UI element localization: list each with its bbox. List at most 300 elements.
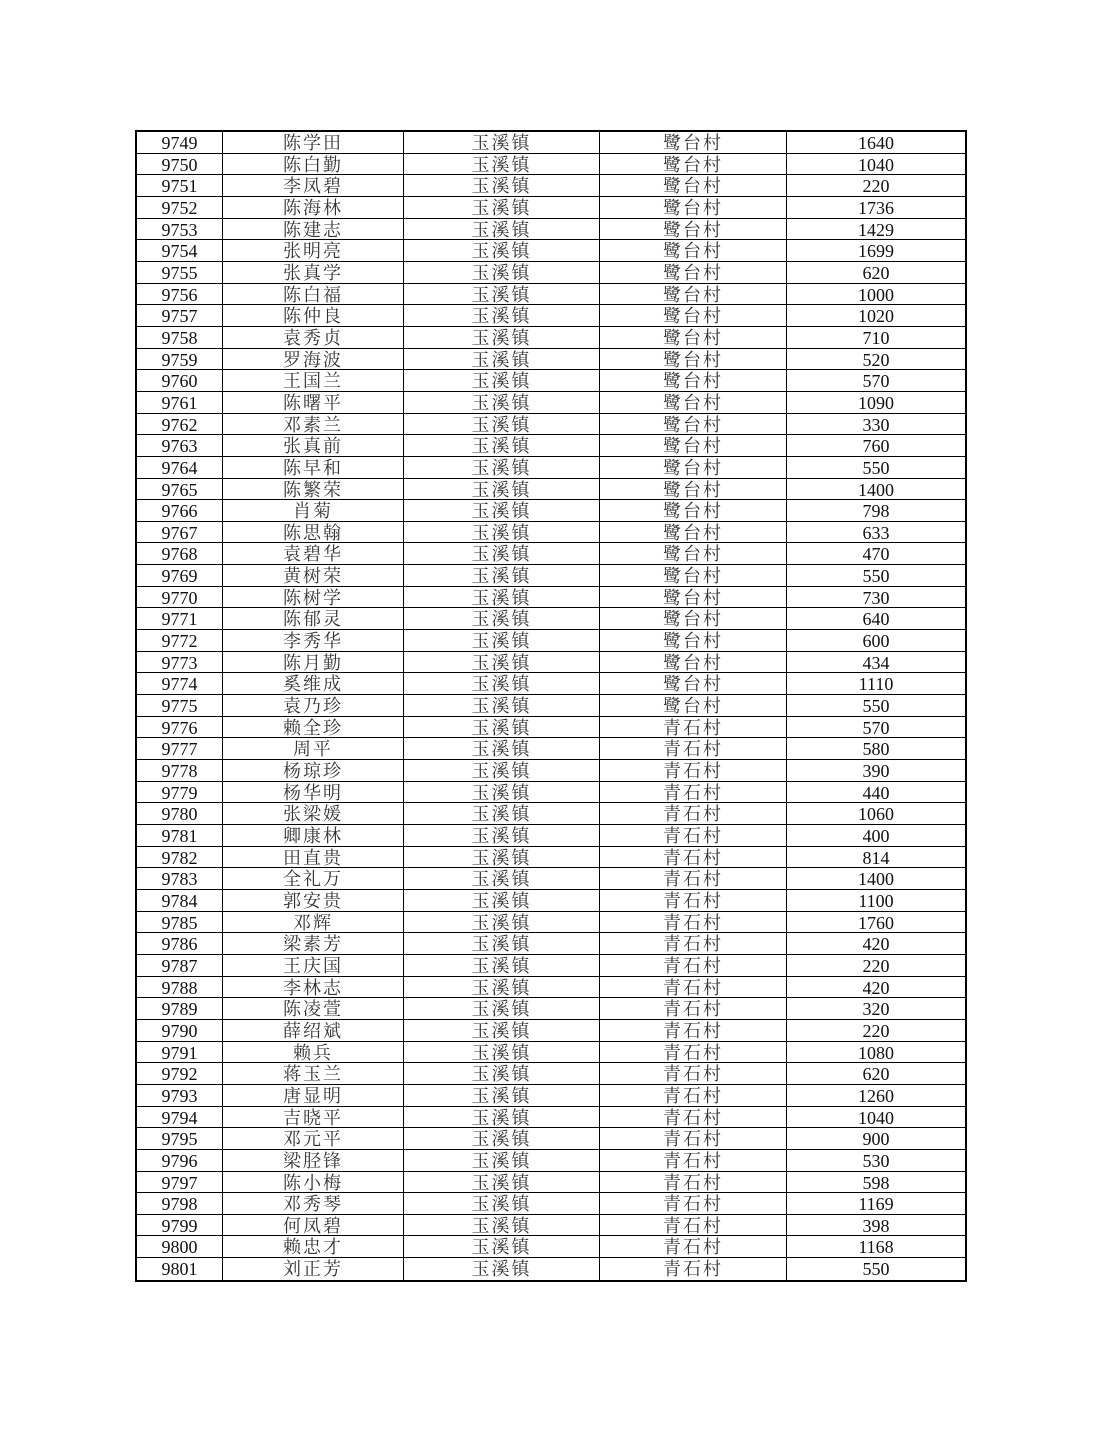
cell-village: 鹭台村 xyxy=(600,305,787,326)
cell-amount: 1760 xyxy=(858,912,894,933)
cell-name: 薛绍斌 xyxy=(223,1020,404,1041)
cell-village: 青石村 xyxy=(600,1150,787,1171)
cell-amount: 1090 xyxy=(858,392,894,413)
cell-village: 青石村 xyxy=(600,1128,787,1149)
cell-name: 邓素兰 xyxy=(223,414,404,435)
cell-name: 张真学 xyxy=(223,262,404,283)
cell-amount: 1400 xyxy=(858,869,894,889)
cell-amount: 598 xyxy=(862,1172,890,1193)
cell-amount: 1168 xyxy=(858,1237,894,1258)
cell-town: 玉溪镇 xyxy=(404,673,600,694)
table-row xyxy=(137,1128,965,1150)
cell-town: 玉溪镇 xyxy=(404,305,600,326)
cell-amount: 1429 xyxy=(858,219,894,240)
cell-amount: 1020 xyxy=(858,306,894,326)
cell-village: 鹭台村 xyxy=(600,608,787,629)
cell-village: 鹭台村 xyxy=(600,630,787,651)
cell-village: 青石村 xyxy=(600,933,787,954)
table-row xyxy=(137,890,965,912)
table-row xyxy=(137,154,965,176)
cell-id: 9781 xyxy=(137,825,223,846)
table-row xyxy=(137,630,965,652)
cell-town: 玉溪镇 xyxy=(404,435,600,456)
cell-name: 陈学田 xyxy=(223,132,404,153)
cell-town: 玉溪镇 xyxy=(404,197,600,218)
cell-amount: 570 xyxy=(862,717,890,738)
cell-name: 陈海林 xyxy=(223,197,404,218)
cell-village: 青石村 xyxy=(600,868,787,889)
cell-amount: 220 xyxy=(862,176,890,196)
table-row xyxy=(137,1215,965,1237)
cell-name: 陈建志 xyxy=(223,219,404,240)
cell-id: 9753 xyxy=(137,219,223,240)
cell-village: 鹭台村 xyxy=(600,392,787,413)
table-row xyxy=(137,349,965,371)
table-row xyxy=(137,1020,965,1042)
cell-id: 9774 xyxy=(137,673,223,694)
cell-id: 9759 xyxy=(137,349,223,370)
cell-town: 玉溪镇 xyxy=(404,327,600,348)
table-row xyxy=(137,825,965,847)
cell-name: 陈思翰 xyxy=(223,522,404,543)
cell-town: 玉溪镇 xyxy=(404,370,600,391)
cell-village: 鹭台村 xyxy=(600,587,787,608)
cell-name: 郭安贵 xyxy=(223,890,404,911)
cell-town: 玉溪镇 xyxy=(404,1020,600,1041)
table-row xyxy=(137,673,965,695)
cell-amount: 470 xyxy=(862,544,890,565)
cell-name: 梁素芳 xyxy=(223,933,404,954)
cell-village: 青石村 xyxy=(600,1107,787,1128)
cell-amount: 1000 xyxy=(858,284,894,305)
cell-name: 王国兰 xyxy=(223,370,404,391)
cell-village: 青石村 xyxy=(600,912,787,933)
cell-village: 鹭台村 xyxy=(600,652,787,673)
table-row xyxy=(137,1150,965,1172)
cell-name: 全礼万 xyxy=(223,868,404,889)
cell-name: 吉晓平 xyxy=(223,1107,404,1128)
table-row xyxy=(137,305,965,327)
cell-name: 李凤碧 xyxy=(223,175,404,196)
table-row xyxy=(137,587,965,609)
cell-amount: 580 xyxy=(862,739,890,760)
cell-town: 玉溪镇 xyxy=(404,1063,600,1084)
cell-amount: 760 xyxy=(862,436,890,456)
cell-id: 9784 xyxy=(137,890,223,911)
table-row xyxy=(137,543,965,565)
cell-id: 9763 xyxy=(137,435,223,456)
cell-amount: 400 xyxy=(862,826,890,846)
cell-town: 玉溪镇 xyxy=(404,630,600,651)
cell-name: 袁碧华 xyxy=(223,543,404,564)
cell-id: 9779 xyxy=(137,782,223,803)
cell-town: 玉溪镇 xyxy=(404,1107,600,1128)
cell-name: 陈仲良 xyxy=(223,305,404,326)
cell-town: 玉溪镇 xyxy=(404,132,600,153)
cell-town: 玉溪镇 xyxy=(404,587,600,608)
cell-town: 玉溪镇 xyxy=(404,717,600,738)
cell-town: 玉溪镇 xyxy=(404,457,600,478)
cell-town: 玉溪镇 xyxy=(404,543,600,564)
cell-id: 9754 xyxy=(137,240,223,261)
cell-name: 陈树学 xyxy=(223,587,404,608)
cell-name: 田直贵 xyxy=(223,847,404,868)
cell-name: 邓辉 xyxy=(223,912,404,933)
cell-id: 9780 xyxy=(137,803,223,824)
cell-id: 9760 xyxy=(137,370,223,391)
cell-village: 鹭台村 xyxy=(600,457,787,478)
cell-id: 9758 xyxy=(137,327,223,348)
cell-village: 青石村 xyxy=(600,1042,787,1063)
cell-name: 刘正芳 xyxy=(223,1258,404,1280)
cell-village: 青石村 xyxy=(600,998,787,1019)
cell-id: 9794 xyxy=(137,1107,223,1128)
cell-amount: 1080 xyxy=(858,1042,894,1063)
table-row xyxy=(137,1172,965,1194)
cell-amount: 390 xyxy=(862,761,890,781)
cell-name: 李林志 xyxy=(223,977,404,998)
cell-id: 9796 xyxy=(137,1150,223,1171)
cell-name: 唐显明 xyxy=(223,1085,404,1106)
table-row xyxy=(137,1193,965,1215)
cell-town: 玉溪镇 xyxy=(404,1258,600,1280)
cell-name: 周平 xyxy=(223,738,404,759)
cell-name: 梁胫锋 xyxy=(223,1150,404,1171)
cell-id: 9778 xyxy=(137,760,223,781)
cell-amount: 633 xyxy=(862,522,890,543)
cell-village: 鹭台村 xyxy=(600,154,787,175)
table-row xyxy=(137,435,965,457)
cell-village: 鹭台村 xyxy=(600,175,787,196)
cell-village: 鹭台村 xyxy=(600,327,787,348)
cell-village: 青石村 xyxy=(600,760,787,781)
cell-name: 何凤碧 xyxy=(223,1215,404,1236)
cell-amount: 420 xyxy=(862,934,890,954)
table-row xyxy=(137,262,965,284)
cell-village: 鹭台村 xyxy=(600,132,787,153)
table-row xyxy=(137,370,965,392)
cell-town: 玉溪镇 xyxy=(404,977,600,998)
cell-town: 玉溪镇 xyxy=(404,608,600,629)
table-row xyxy=(137,284,965,306)
cell-village: 鹭台村 xyxy=(600,543,787,564)
cell-amount: 320 xyxy=(862,999,890,1019)
cell-village: 青石村 xyxy=(600,1236,787,1257)
cell-town: 玉溪镇 xyxy=(404,782,600,803)
cell-id: 9755 xyxy=(137,262,223,283)
cell-name: 赖忠才 xyxy=(223,1236,404,1257)
cell-town: 玉溪镇 xyxy=(404,175,600,196)
cell-id: 9765 xyxy=(137,479,223,500)
table-row xyxy=(137,652,965,674)
cell-village: 鹭台村 xyxy=(600,284,787,305)
cell-amount: 220 xyxy=(862,1020,890,1041)
cell-name: 黄树荣 xyxy=(223,565,404,586)
cell-name: 奚维成 xyxy=(223,673,404,694)
cell-id: 9767 xyxy=(137,522,223,543)
cell-id: 9793 xyxy=(137,1085,223,1106)
cell-amount: 1060 xyxy=(858,804,894,824)
cell-id: 9787 xyxy=(137,955,223,976)
cell-amount: 1169 xyxy=(858,1194,894,1214)
table-row xyxy=(137,522,965,544)
table-row xyxy=(137,132,965,154)
cell-village: 青石村 xyxy=(600,977,787,998)
cell-amount: 420 xyxy=(862,977,890,998)
cell-town: 玉溪镇 xyxy=(404,522,600,543)
table-row xyxy=(137,608,965,630)
cell-name: 陈凌萱 xyxy=(223,998,404,1019)
cell-name: 陈白福 xyxy=(223,284,404,305)
cell-name: 邓秀琴 xyxy=(223,1193,404,1214)
table-row xyxy=(137,1107,965,1129)
table-row xyxy=(137,219,965,241)
cell-amount: 1110 xyxy=(858,674,894,695)
cell-town: 玉溪镇 xyxy=(404,738,600,759)
cell-amount: 1040 xyxy=(858,154,894,175)
cell-town: 玉溪镇 xyxy=(404,500,600,521)
cell-town: 玉溪镇 xyxy=(404,1215,600,1236)
cell-amount: 620 xyxy=(862,1064,890,1084)
cell-amount: 220 xyxy=(862,955,890,976)
cell-name: 张明亮 xyxy=(223,240,404,261)
cell-village: 鹭台村 xyxy=(600,370,787,391)
table-row xyxy=(137,782,965,804)
cell-town: 玉溪镇 xyxy=(404,1042,600,1063)
cell-town: 玉溪镇 xyxy=(404,414,600,435)
cell-name: 肖菊 xyxy=(223,500,404,521)
cell-town: 玉溪镇 xyxy=(404,349,600,370)
table-row xyxy=(137,760,965,782)
cell-name: 陈月勤 xyxy=(223,652,404,673)
cell-id: 9795 xyxy=(137,1128,223,1149)
cell-town: 玉溪镇 xyxy=(404,890,600,911)
cell-amount: 550 xyxy=(862,457,890,478)
table-row xyxy=(137,1258,965,1280)
cell-amount: 550 xyxy=(862,696,890,716)
cell-town: 玉溪镇 xyxy=(404,1150,600,1171)
cell-name: 蒋玉兰 xyxy=(223,1063,404,1084)
cell-town: 玉溪镇 xyxy=(404,1193,600,1214)
table-row xyxy=(137,1042,965,1064)
cell-id: 9757 xyxy=(137,305,223,326)
table-row xyxy=(137,695,965,717)
cell-name: 王庆国 xyxy=(223,955,404,976)
cell-town: 玉溪镇 xyxy=(404,479,600,500)
table-row xyxy=(137,414,965,436)
table-row xyxy=(137,500,965,522)
cell-id: 9785 xyxy=(137,912,223,933)
cell-village: 青石村 xyxy=(600,955,787,976)
cell-village: 青石村 xyxy=(600,1085,787,1106)
cell-name: 李秀华 xyxy=(223,630,404,651)
cell-village: 鹭台村 xyxy=(600,565,787,586)
cell-town: 玉溪镇 xyxy=(404,760,600,781)
table-row xyxy=(137,1236,965,1258)
cell-village: 青石村 xyxy=(600,890,787,911)
cell-id: 9801 xyxy=(137,1258,223,1280)
cell-town: 玉溪镇 xyxy=(404,1085,600,1106)
cell-id: 9769 xyxy=(137,565,223,586)
cell-town: 玉溪镇 xyxy=(404,284,600,305)
cell-id: 9788 xyxy=(137,977,223,998)
cell-amount: 550 xyxy=(862,1259,890,1280)
cell-town: 玉溪镇 xyxy=(404,695,600,716)
cell-town: 玉溪镇 xyxy=(404,803,600,824)
table-row xyxy=(137,998,965,1020)
cell-village: 青石村 xyxy=(600,1172,787,1193)
table-row xyxy=(137,868,965,890)
cell-id: 9797 xyxy=(137,1172,223,1193)
cell-name: 陈郁灵 xyxy=(223,608,404,629)
cell-village: 青石村 xyxy=(600,1020,787,1041)
cell-amount: 550 xyxy=(862,566,890,586)
cell-village: 鹭台村 xyxy=(600,695,787,716)
cell-town: 玉溪镇 xyxy=(404,998,600,1019)
cell-amount: 730 xyxy=(862,587,890,608)
cell-id: 9777 xyxy=(137,738,223,759)
cell-id: 9790 xyxy=(137,1020,223,1041)
cell-id: 9782 xyxy=(137,847,223,868)
table-row xyxy=(137,717,965,739)
cell-amount: 530 xyxy=(862,1150,890,1171)
cell-name: 赖兵 xyxy=(223,1042,404,1063)
cell-village: 鹭台村 xyxy=(600,522,787,543)
cell-village: 鹭台村 xyxy=(600,435,787,456)
table-row xyxy=(137,803,965,825)
cell-amount: 570 xyxy=(862,371,890,391)
cell-village: 鹭台村 xyxy=(600,673,787,694)
cell-town: 玉溪镇 xyxy=(404,868,600,889)
table-row xyxy=(137,847,965,869)
cell-town: 玉溪镇 xyxy=(404,847,600,868)
cell-id: 9764 xyxy=(137,457,223,478)
cell-amount: 814 xyxy=(862,847,890,868)
table-row xyxy=(137,565,965,587)
cell-id: 9762 xyxy=(137,414,223,435)
cell-id: 9800 xyxy=(137,1236,223,1257)
cell-town: 玉溪镇 xyxy=(404,1236,600,1257)
cell-town: 玉溪镇 xyxy=(404,1172,600,1193)
cell-id: 9799 xyxy=(137,1215,223,1236)
cell-id: 9768 xyxy=(137,543,223,564)
cell-village: 鹭台村 xyxy=(600,219,787,240)
cell-id: 9752 xyxy=(137,197,223,218)
data-table xyxy=(135,130,967,1282)
cell-id: 9761 xyxy=(137,392,223,413)
table-row xyxy=(137,738,965,760)
cell-village: 青石村 xyxy=(600,1258,787,1280)
cell-amount: 710 xyxy=(862,327,890,348)
cell-id: 9789 xyxy=(137,998,223,1019)
cell-name: 张真前 xyxy=(223,435,404,456)
cell-amount: 1640 xyxy=(858,133,894,153)
table-row xyxy=(137,175,965,197)
cell-amount: 1400 xyxy=(858,479,894,500)
table-row xyxy=(137,912,965,934)
cell-name: 张梁媛 xyxy=(223,803,404,824)
cell-id: 9792 xyxy=(137,1063,223,1084)
cell-name: 卿康林 xyxy=(223,825,404,846)
table-row xyxy=(137,240,965,262)
cell-name: 陈曙平 xyxy=(223,392,404,413)
cell-amount: 900 xyxy=(862,1129,890,1149)
cell-name: 陈小梅 xyxy=(223,1172,404,1193)
cell-name: 陈繁荣 xyxy=(223,479,404,500)
cell-amount: 434 xyxy=(862,652,890,673)
cell-id: 9775 xyxy=(137,695,223,716)
cell-village: 鹭台村 xyxy=(600,240,787,261)
cell-village: 青石村 xyxy=(600,717,787,738)
table-row xyxy=(137,327,965,349)
table-row xyxy=(137,197,965,219)
cell-id: 9749 xyxy=(137,132,223,153)
table-row xyxy=(137,1063,965,1085)
cell-village: 鹭台村 xyxy=(600,414,787,435)
table-row xyxy=(137,457,965,479)
table-row xyxy=(137,977,965,999)
cell-amount: 798 xyxy=(862,501,890,521)
cell-id: 9798 xyxy=(137,1193,223,1214)
cell-name: 陈白勤 xyxy=(223,154,404,175)
cell-amount: 600 xyxy=(862,631,890,651)
cell-town: 玉溪镇 xyxy=(404,912,600,933)
table-row xyxy=(137,933,965,955)
cell-village: 青石村 xyxy=(600,1215,787,1236)
cell-amount: 640 xyxy=(862,609,890,630)
cell-town: 玉溪镇 xyxy=(404,955,600,976)
cell-id: 9776 xyxy=(137,717,223,738)
cell-village: 青石村 xyxy=(600,847,787,868)
cell-amount: 620 xyxy=(862,262,890,283)
cell-id: 9783 xyxy=(137,868,223,889)
cell-village: 鹭台村 xyxy=(600,262,787,283)
cell-amount: 520 xyxy=(862,349,890,370)
cell-village: 青石村 xyxy=(600,803,787,824)
cell-village: 鹭台村 xyxy=(600,500,787,521)
cell-town: 玉溪镇 xyxy=(404,1128,600,1149)
cell-town: 玉溪镇 xyxy=(404,825,600,846)
cell-village: 青石村 xyxy=(600,825,787,846)
cell-village: 鹭台村 xyxy=(600,479,787,500)
cell-town: 玉溪镇 xyxy=(404,392,600,413)
cell-id: 9791 xyxy=(137,1042,223,1063)
cell-id: 9773 xyxy=(137,652,223,673)
cell-name: 杨琼珍 xyxy=(223,760,404,781)
cell-amount: 1100 xyxy=(858,890,894,911)
cell-village: 青石村 xyxy=(600,1063,787,1084)
cell-id: 9770 xyxy=(137,587,223,608)
cell-amount: 1260 xyxy=(858,1085,894,1106)
cell-name: 袁秀贞 xyxy=(223,327,404,348)
table-row xyxy=(137,955,965,977)
cell-name: 杨华明 xyxy=(223,782,404,803)
cell-id: 9751 xyxy=(137,175,223,196)
cell-name: 陈早和 xyxy=(223,457,404,478)
cell-id: 9750 xyxy=(137,154,223,175)
cell-name: 赖全珍 xyxy=(223,717,404,738)
cell-amount: 440 xyxy=(862,782,890,803)
table-row xyxy=(137,392,965,414)
cell-id: 9771 xyxy=(137,608,223,629)
table-row xyxy=(137,479,965,501)
cell-amount: 1699 xyxy=(858,241,894,261)
table-row xyxy=(137,1085,965,1107)
cell-amount: 1040 xyxy=(858,1107,894,1128)
cell-village: 青石村 xyxy=(600,738,787,759)
cell-amount: 330 xyxy=(862,414,890,435)
cell-amount: 398 xyxy=(862,1215,890,1236)
